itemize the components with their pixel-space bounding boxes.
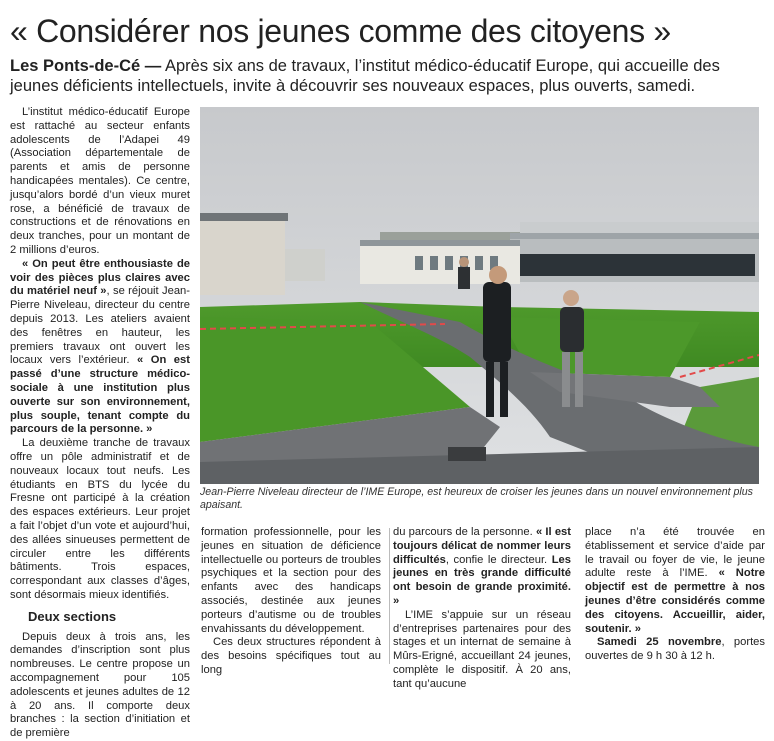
paragraph: Depuis deux à trois ans, les demandes d’inscription sont plus nombreuses. Le centre propose un accompagnement pour 105 adolescents et jeunes adultes de 12 à 20 ans. Il comporte deux branches : la section d’initiation et de première [10, 630, 190, 740]
paragraph [585, 526, 765, 636]
paragraph [585, 636, 765, 664]
photo-illustration [200, 107, 759, 484]
column-4 [585, 526, 765, 664]
photo-caption: Jean-Pierre Niveleau directeur de l’IME Europe, est heureux de croiser les jeunes dans un nouvel environnement plus apaisant. [200, 486, 753, 511]
column-3 [393, 526, 571, 692]
paragraph [10, 258, 190, 437]
paragraph: L’IME s’appuie sur un réseau d’entreprises partenaires pour des stages et un internat de semaine à Mûrs-Erigné, accueillant 24 jeunes, complète le dispositif. À 20 ans, tant qu’aucune [393, 608, 571, 690]
paragraph: La deuxième tranche de travaux offre un pôle administratif et de nouveaux locaux tout neufs. Les étudiants en BTS du lycée du Fresne ont participé à la création des espaces extérieurs. Leur projet a fait l’objet d’un vote et aujourd’hui, des allées sinueuses permettent de circuler entre les différents bâtiments. Trois espaces, correspondant aux classes d’âges, sont désormais mieux identifiés. [10, 437, 190, 601]
section-subhead: Deux sections [28, 608, 117, 624]
quote: Les jeunes en très grande difficulté ont besoin de grande proximité. » [393, 553, 571, 607]
column-1 [10, 106, 190, 741]
article-photo [200, 107, 759, 484]
person-background [458, 257, 470, 289]
column-2 [201, 526, 381, 678]
text-span: , se réjouit Jean-Pierre Niveleau, directeur du centre depuis 2013. Les ateliers avaient des fenêtres en hauteur, les premiers travaux ont ouvert les locaux vers l’extérieur. [10, 285, 190, 367]
lede-text: Après six ans de travaux, l’institut médico-éducatif Europe, qui accueille des jeunes déficients intellectuels, invite à découvrir ses nouveaux espaces, plus ouverts, samedi. [10, 57, 720, 95]
text-span: du parcours de la personne. [393, 526, 536, 538]
text-span: , confie le directeur. [445, 553, 552, 566]
paragraph: Ces deux structures répondent à des besoins spécifiques tout au long [201, 636, 381, 676]
paragraph: L’institut médico-éducatif Europe est rattaché au secteur enfants adolescents de l’Adapei 49 (Association départementale de parents et amis de personne handicapées mentales). Ce centre, jusqu’alors bordé d’un vieux muret rose, a bénéficié de travaux de constructions et de rénovations en deux tranches, pour un montant de 2 millions d’euros. [10, 106, 190, 256]
paragraph: formation professionnelle, pour les jeunes en situation de déficience intellectuelle ou porteurs de troubles psychiques et la section pour des enfants avec des handicaps associés, destinée aux jeunes porteurs d’autisme ou de troubles envahissants du développement. [201, 526, 381, 635]
quote: « Notre objectif est de permettre à nos jeunes d’être considérés comme des citoyens. Accueillir, aider, soutenir. » [585, 567, 766, 635]
text-span: place n’a été trouvée en établissement et service d’aide par le travail ou foyer de vie, le jeune adulte reste à l’IME. [585, 526, 765, 580]
dateline: Les Ponts-de-Cé — [10, 57, 162, 75]
column-divider [389, 528, 390, 664]
text-span: , portes ouvertes de 9 h 30 à 12 h. [585, 636, 765, 663]
article-headline: « Considérer nos jeunes comme des citoyens » [10, 13, 671, 49]
quote: « On peut être enthousiaste de voir des pièces plus claires avec du matériel neuf » [10, 257, 190, 298]
article-lede [10, 56, 766, 96]
event-date: Samedi 25 novembre [597, 636, 722, 649]
quote: « Il est toujours délicat de nommer leurs difficultés [393, 526, 571, 566]
quote: « On est passé d’une structure médico-sociale à une institution plus ouverte sur son environnement, plus souple, tenant compte du parcours de la personne. » [10, 354, 190, 436]
paragraph [393, 526, 571, 609]
